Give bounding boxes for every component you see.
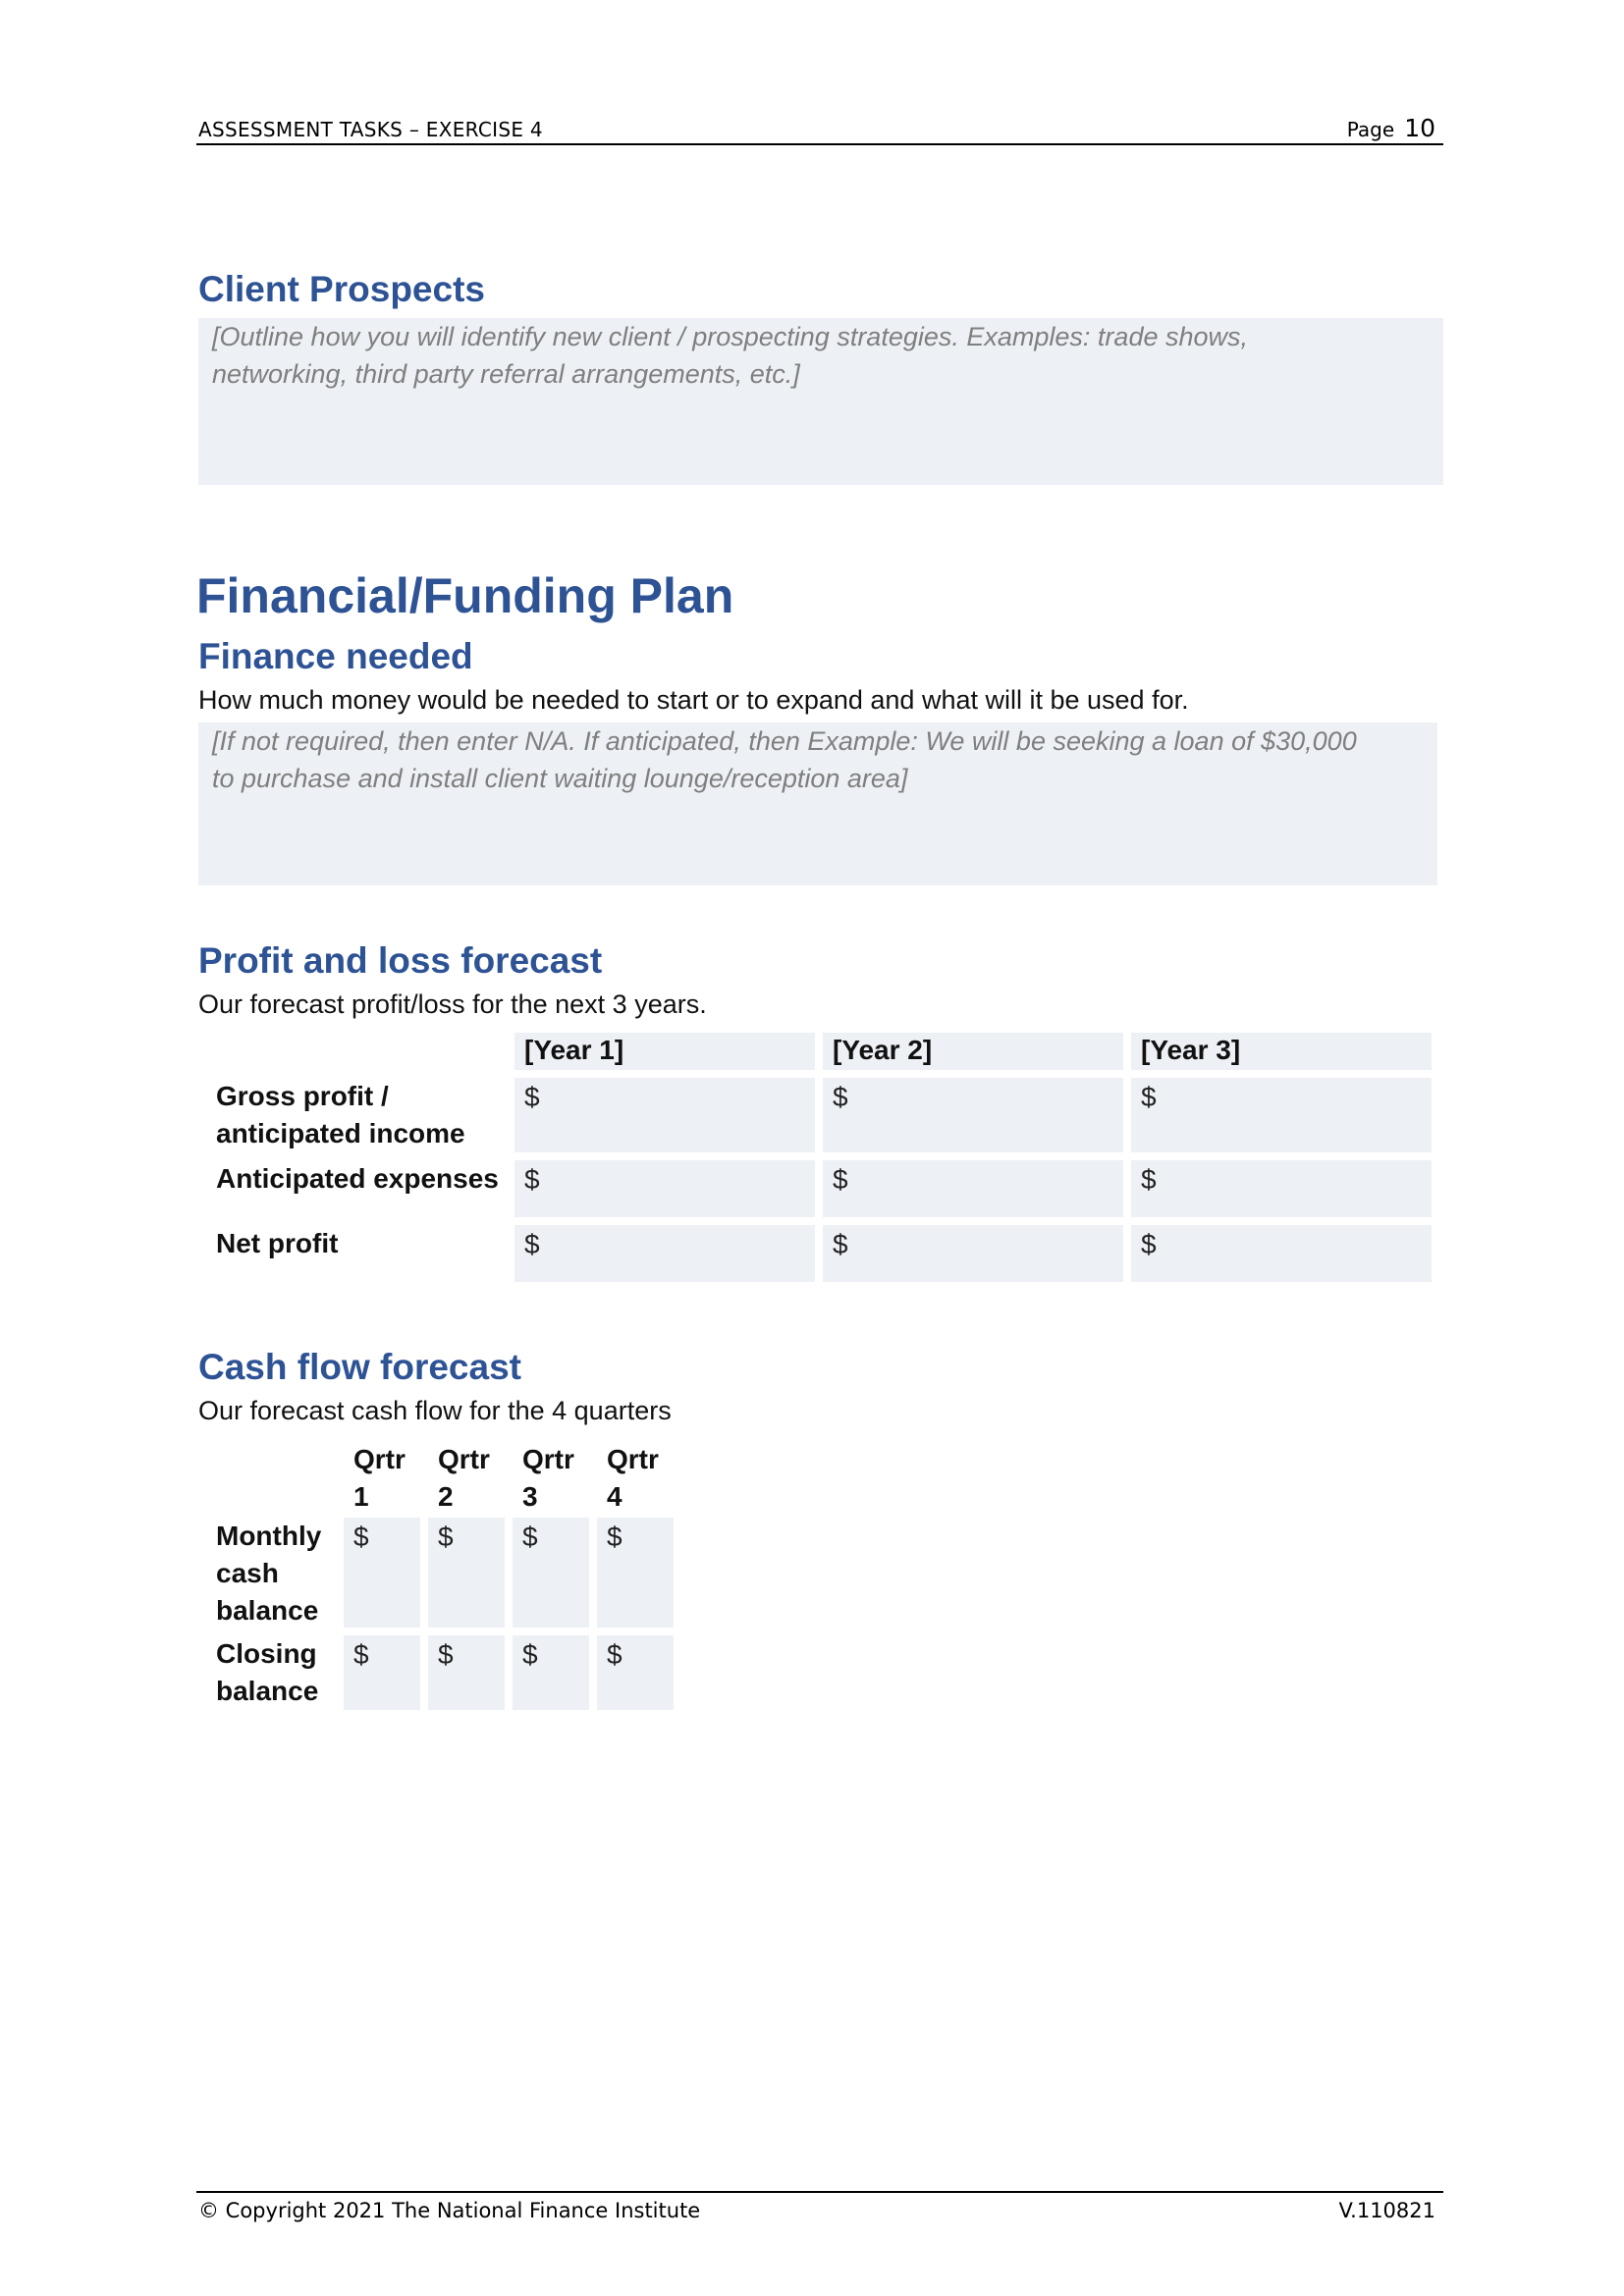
finance-needed-question: How much money would be needed to start or to expand and what will it be used for. — [198, 685, 1189, 715]
client-prospects-hint-line2: networking, third party referral arrangements, etc.] — [212, 359, 800, 389]
pl-expenses-year1-input[interactable]: $ — [514, 1160, 815, 1217]
cf-closing-q4-input[interactable]: $ — [597, 1635, 674, 1710]
page-indicator — [1347, 114, 1435, 142]
client-prospects-hint-line1: [Outline how you will identify new client / prospecting strategies. Examples: trade shows, — [212, 322, 1249, 351]
finance-needed-hint-line2: to purchase and install client waiting lounge/reception area] — [212, 764, 908, 793]
pl-row-net-profit-label: Net profit — [216, 1228, 339, 1258]
profit-loss-intro: Our forecast profit/loss for the next 3 years. — [198, 989, 707, 1019]
client-prospects-field[interactable] — [198, 318, 1443, 485]
finance-needed-field[interactable] — [198, 722, 1437, 885]
cf-header-qrtr1 — [353, 1441, 412, 1516]
cf-header-line: 3 — [522, 1481, 538, 1512]
pl-net-year2-input[interactable]: $ — [823, 1225, 1123, 1282]
cf-header-line: Qrtr — [607, 1444, 659, 1474]
cf-monthly-q3-input[interactable]: $ — [513, 1518, 589, 1628]
cf-header-line: Qrtr — [353, 1444, 406, 1474]
cash-flow-intro: Our forecast cash flow for the 4 quarters — [198, 1396, 672, 1425]
cf-row-label-line: Closing — [216, 1638, 317, 1669]
pl-row-label-line: Gross profit / — [216, 1081, 389, 1111]
cf-header-qrtr3 — [522, 1441, 581, 1516]
page-label: Page — [1346, 118, 1395, 141]
cf-monthly-q2-input[interactable]: $ — [428, 1518, 505, 1628]
cf-header-qrtr2 — [438, 1441, 497, 1516]
pl-expenses-year3-input[interactable]: $ — [1131, 1160, 1432, 1217]
cf-row-label-line: Monthly — [216, 1521, 322, 1551]
cf-header-qrtr4 — [607, 1441, 666, 1516]
pl-row-expenses-label: Anticipated expenses — [216, 1163, 499, 1194]
pl-gross-year3-input[interactable]: $ — [1131, 1078, 1432, 1152]
cf-header-line: 2 — [438, 1481, 454, 1512]
pl-header-year3-cell — [1131, 1033, 1432, 1070]
page-number: 10 — [1404, 114, 1435, 142]
cf-row-label-line: cash — [216, 1558, 279, 1588]
profit-loss-heading: Profit and loss forecast — [198, 940, 603, 981]
pl-header-year2-cell — [823, 1033, 1123, 1070]
pl-net-year1-input[interactable]: $ — [514, 1225, 815, 1282]
client-prospects-heading: Client Prospects — [198, 269, 485, 309]
finance-needed-heading: Finance needed — [198, 636, 473, 676]
pl-gross-year2-input[interactable]: $ — [823, 1078, 1123, 1152]
cf-closing-q1-input[interactable]: $ — [344, 1635, 420, 1710]
pl-expenses-year2-input[interactable]: $ — [823, 1160, 1123, 1217]
page-header — [196, 114, 1443, 145]
cf-header-line: 1 — [353, 1481, 369, 1512]
cf-closing-q3-input[interactable]: $ — [513, 1635, 589, 1710]
footer-version: V.110821 — [1338, 2199, 1435, 2222]
page-footer — [196, 2191, 1443, 2222]
pl-gross-year1-input[interactable]: $ — [514, 1078, 815, 1152]
pl-header-year1-cell — [514, 1033, 815, 1070]
financial-plan-heading: Financial/Funding Plan — [196, 568, 734, 623]
cf-header-line: Qrtr — [522, 1444, 574, 1474]
cf-header-line: 4 — [607, 1481, 623, 1512]
cf-row-label-line: balance — [216, 1676, 319, 1706]
cf-monthly-q4-input[interactable]: $ — [597, 1518, 674, 1628]
pl-header-year3: [Year 3] — [1141, 1035, 1241, 1065]
pl-header-year1: [Year 1] — [524, 1035, 624, 1065]
cf-row-label-line: balance — [216, 1595, 319, 1626]
footer-copyright: © Copyright 2021 The National Finance Institute — [198, 2199, 701, 2222]
cf-header-line: Qrtr — [438, 1444, 490, 1474]
cf-closing-q2-input[interactable]: $ — [428, 1635, 505, 1710]
cf-row-monthly-label — [216, 1518, 321, 1629]
finance-needed-hint-line1: [If not required, then enter N/A. If anticipated, then Example: We will be seeking a loan of $30,000 — [212, 726, 1357, 756]
pl-row-label-line: anticipated income — [216, 1118, 465, 1148]
cf-row-closing-label — [216, 1635, 318, 1710]
pl-row-gross-profit-label — [216, 1078, 465, 1152]
pl-net-year3-input[interactable]: $ — [1131, 1225, 1432, 1282]
header-title: ASSESSMENT TASKS – EXERCISE 4 — [198, 118, 543, 141]
cash-flow-heading: Cash flow forecast — [198, 1347, 521, 1387]
pl-header-year2: [Year 2] — [833, 1035, 933, 1065]
cf-monthly-q1-input[interactable]: $ — [344, 1518, 420, 1628]
